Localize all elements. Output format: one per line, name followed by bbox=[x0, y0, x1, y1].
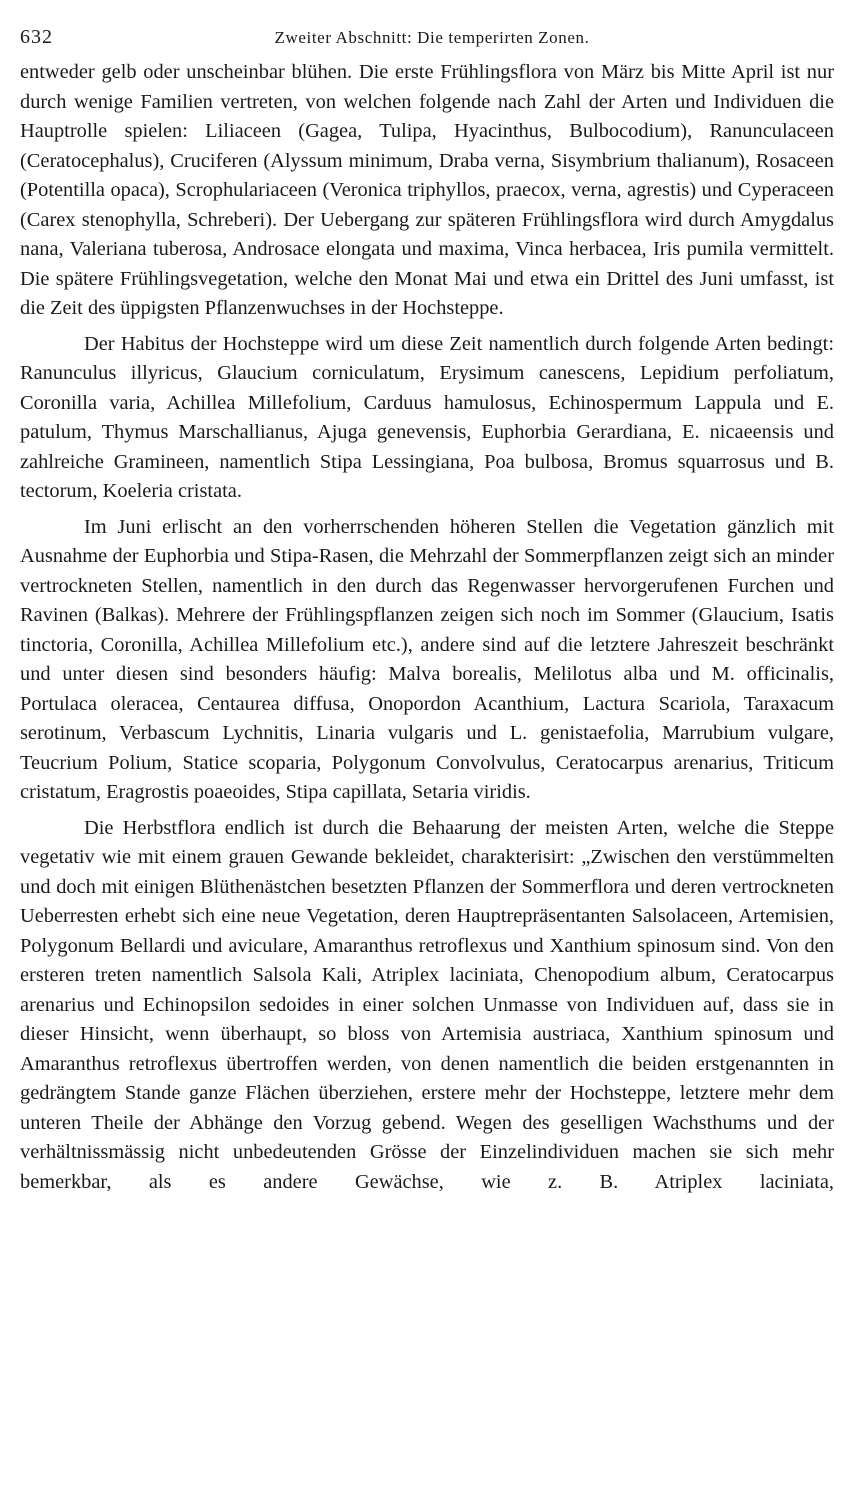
running-header bbox=[20, 26, 834, 58]
paragraph-june: Im Juni erlischt an den vorherrschenden höheren Stellen die Vegetation gänzlich mit Ausnahme der Euphorbia und Stipa-Rasen, die Mehrzahl der Sommerpflanzen zeigt sich an minder vertrockneten Stellen, namentlich in den durch das Regenwasser hervorgerufenen Furchen und Ravinen (Balkas). Mehrere der Frühlingspflanzen zeigen sich noch im Sommer (Glaucium, Isatis tinctoria, Coronilla, Achillea Millefolium etc.), andere sind auf die letztere Jahreszeit beschränkt und unter diesen sind besonders häufig: Malva borealis, Melilotus alba und M. officinalis, Portulaca oleracea, Centaurea diffusa, Onopordon Acanthium, Lactura Scariola, Taraxacum serotinum, Verbascum Lychnitis, Linaria vulgaris und L. genistaefolia, Marrubium vulgare, Teucrium Polium, Statice scoparia, Polygonum Convolvulus, Ceratocarpus arenarius, Triticum cristatum, Eragrostis poaeoides, Stipa capillata, Setaria viridis. bbox=[20, 515, 834, 803]
page-number: 632 bbox=[20, 26, 53, 48]
running-title: Zweiter Abschnitt: Die temperirten Zonen. bbox=[274, 28, 590, 47]
book-page bbox=[20, 26, 834, 1197]
paragraph-habitus: Der Habitus der Hochsteppe wird um diese Zeit namentlich durch folgende Arten bedingt: Ranunculus illyricus, Glaucium corniculatum, Erysimum canescens, Lepidium perfoliatum, Coronilla varia, Achillea Millefolium, Carduus hamulosus, Echinospermum Lappula und E. patulum, Thymus Marschallianus, Ajuga genevensis, Euphorbia Gerardiana, E. nicaeensis und zahlreiche Gramineen, namentlich Stipa Lessingiana, Poa bulbosa, Bromus squarrosus und B. tectorum, Koeleria cristata. bbox=[20, 332, 834, 502]
paragraph-continuation: entweder gelb oder unscheinbar blühen. Die erste Frühlingsflora von März bis Mitte April ist nur durch wenige Familien vertreten, von welchen folgende nach Zahl der Arten und Individuen die Hauptrolle spielen: Liliaceen (Gagea, Tulipa, Hyacinthus, Bulbocodium), Ranunculaceen (Ceratocephalus), Cruciferen (Alyssum minimum, Draba verna, Sisymbrium thalianum), Rosaceen (Potentilla opaca), Scrophulariaceen (Veronica triphyllos, praecox, verna, agrestis) und Cyperaceen (Carex stenophylla, Schreberi). Der Uebergang zur späteren Frühlingsflora wird durch Amygdalus nana, Valeriana tuberosa, Androsace elongata und maxima, Vinca herbacea, Iris pumila vermittelt. Die spätere Frühlingsvegetation, welche den Monat Mai und etwa ein Drittel des Juni umfasst, ist die Zeit des üppigsten Pflanzenwuchses in der Hochsteppe. bbox=[20, 61, 834, 319]
body-text bbox=[20, 58, 834, 1197]
paragraph-autumn-flora: Die Herbstflora endlich ist durch die Behaarung der meisten Arten, welche die Steppe vegetativ wie mit einem grauen Gewande bekleidet, charakterisirt: „Zwischen den verstümmelten und doch mit einigen Blüthenästchen besetzten Pflanzen der Sommerflora und deren vertrockneten Ueberresten erhebt sich eine neue Vegetation, deren Hauptrepräsentanten Salsolaceen, Artemisien, Polygonum Bellardi und aviculare, Amaranthus retroflexus und Xanthium spinosum sind. Von den ersteren treten namentlich Salsola Kali, Atriplex laciniata, Chenopodium album, Ceratocarpus arenarius und Echinopsilon sedoides in einer solchen Unmasse von Individuen auf, dass sie in dieser Hinsicht, wenn überhaupt, so bloss von Artemisia austriaca, Xanthium spinosum und Amaranthus retroflexus übertroffen werden, von denen namentlich die beiden erstgenannten in gedrängtem Stande ganze Flächen überziehen, erstere mehr der Hochsteppe, letztere mehr dem unteren Theile der Abhänge den Vorzug gebend. Wegen des geselligen Wachsthums und der verhältnissmässig nicht unbedeutenden Grösse der Einzelindividuen machen sie sich mehr bemerkbar, als es andere Gewächse, wie z. B. Atriplex laciniata, bbox=[20, 816, 834, 1193]
